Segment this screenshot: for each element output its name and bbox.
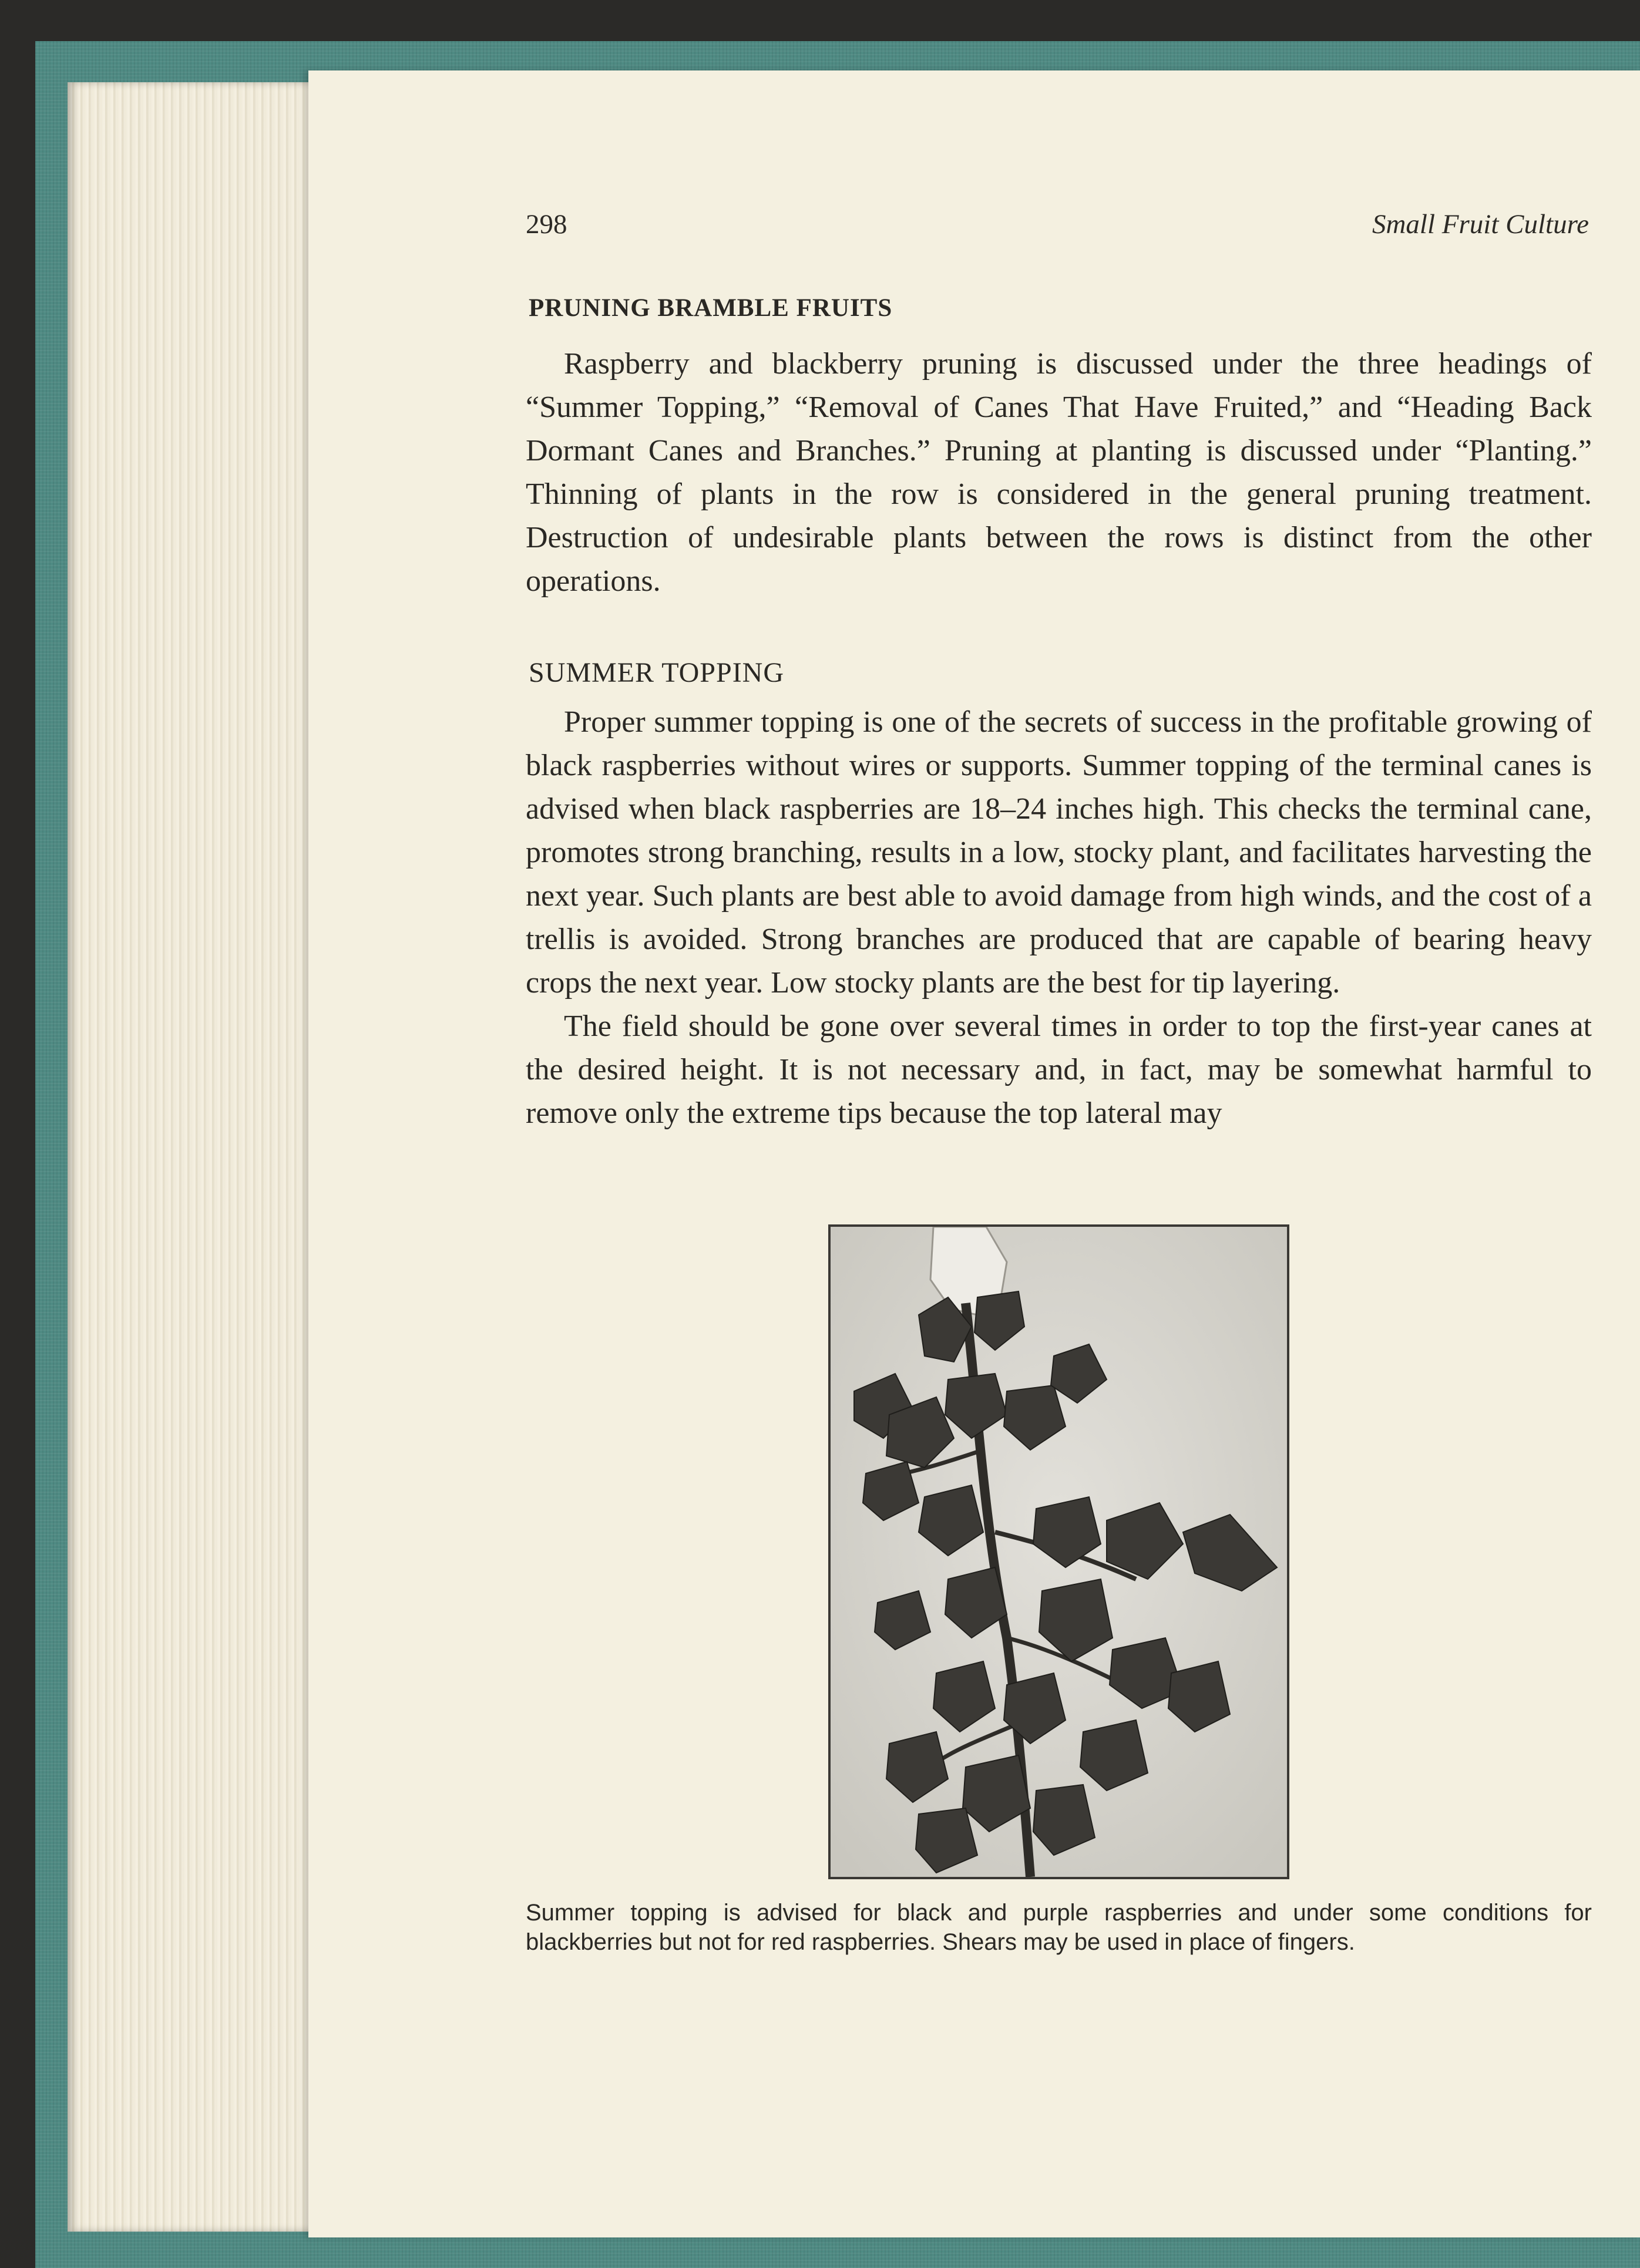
page-header <box>526 208 1589 250</box>
plant-illustration <box>831 1227 1287 1877</box>
running-title: Small Fruit Culture <box>1372 209 1589 240</box>
subsection-heading: SUMMER TOPPING <box>529 657 785 688</box>
page-number: 298 <box>526 209 567 240</box>
subsection-body <box>526 701 1592 1135</box>
section-heading: PRUNING BRAMBLE FRUITS <box>529 294 893 322</box>
raspberry-plant-photo <box>828 1224 1289 1879</box>
paragraph: Proper summer topping is one of the secrets of success in the profitable growing of black raspberries without wires or supports. Summer topping of the terminal canes is advised when black raspberries are 18–24 inches high. This checks the terminal cane, promotes strong branching, results in a low, stocky plant, and facilitates harvesting the next year. Such plants are best able to avoid damage from high winds, and the cost of a trellis is avoided. Strong branches are produced that are capable of bearing heavy crops the next year. Low stocky plants are the best for tip layering. <box>526 705 1592 1000</box>
paragraph: The field should be gone over several times in order to top the first-year canes at the desired height. It is not necessary and, in fact, may be somewhat harmful to remove only the extreme tips because the top lateral may <box>526 1010 1592 1130</box>
page-edges <box>68 82 314 2232</box>
figure-caption: Summer topping is advised for black and purple raspberries and under some conditions for blackberries but not for red raspberries. Shears may be used in place of fingers. <box>526 1900 1592 1955</box>
section-body <box>526 342 1592 603</box>
paragraph: Raspberry and blackberry pruning is discussed under the three headings of “Summer Topping,” “Removal of Canes That Have Fruited,” and “Heading Back Dormant Canes and Branches.” Pruning at planting is discussed under “Planting.” Thinning of plants in the row is considered in the general pruning treatment. Destruction of undesirable plants between the rows is distinct from the other operations. <box>526 347 1592 598</box>
